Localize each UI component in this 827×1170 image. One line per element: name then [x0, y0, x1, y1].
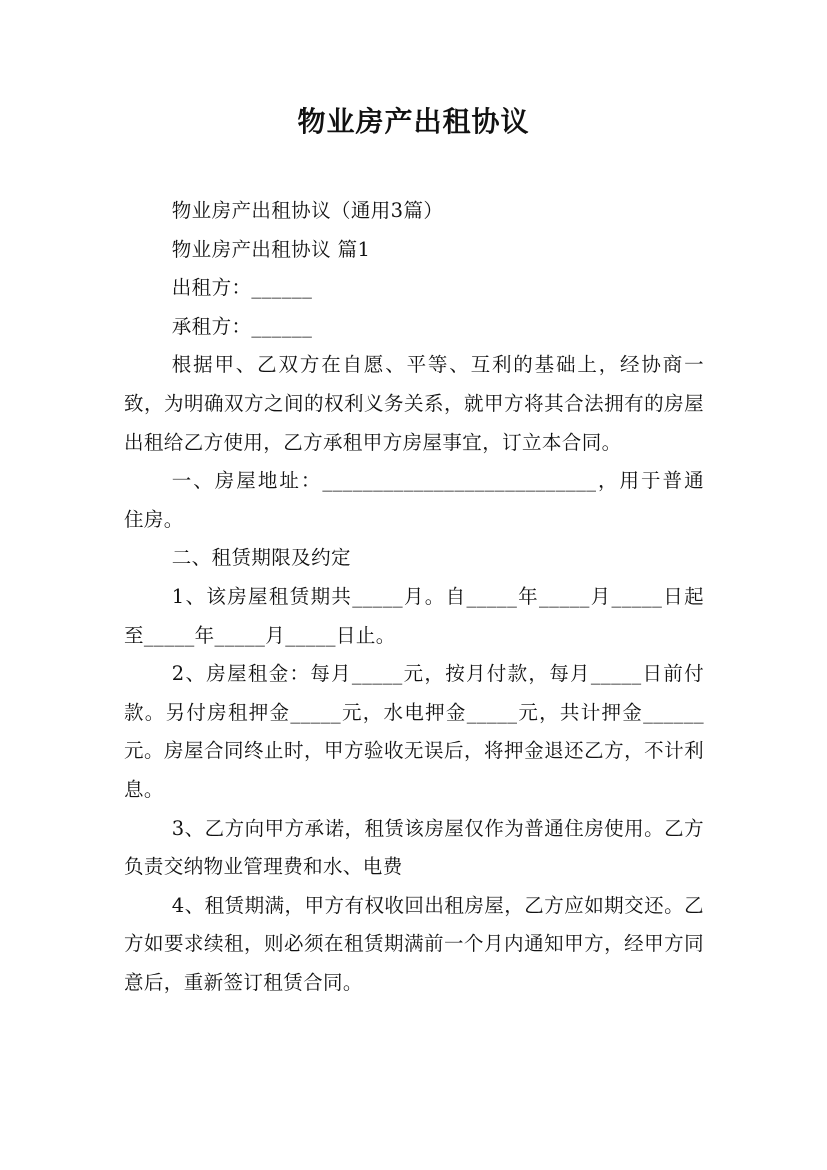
paragraph-clause-1: 1、该房屋租赁期共_____月。自_____年_____月_____日起至_____年_____月_____日止。 [124, 584, 704, 647]
paragraph-subtitle: 物业房产出租协议（通用3篇） [171, 199, 444, 222]
paragraph-clause-4: 4、租赁期满，甲方有权收回出租房屋，乙方应如期交还。乙方如要求续租，则必须在租赁期满前一个月内通知甲方，经甲方同意后，重新签订租赁合同。 [124, 893, 704, 994]
paragraph-preamble: 根据甲、乙双方在自愿、平等、互利的基础上，经协商一致，为明确双方之间的权利义务关系，就甲方将其合法拥有的房屋出租给乙方使用，乙方承租甲方房屋事宜，订立本合同。 [124, 353, 704, 454]
paragraph-term-heading: 二、租赁期限及约定 [171, 546, 351, 570]
paragraph-clause-2: 2、房屋租金：每月_____元，按月付款，每月_____日前付款。另付房租押金_____元，水电押金_____元，共计押金______元。房屋合同终止时，甲方验收无误后，将押金退还乙方，不计利息。 [124, 662, 704, 801]
paragraph-address: 一、房屋地址：___________________________，用于普通住房。 [124, 469, 704, 531]
paragraph-clause-3: 3、乙方向甲方承诺，租赁该房屋仅作为普通住房使用。乙方负责交纳物业管理费和水、电费 [124, 816, 704, 879]
paragraph-lessee: 承租方：______ [171, 314, 313, 338]
paragraph-lessor: 出租方：______ [171, 276, 313, 300]
document-title: 物业房产出租协议 [297, 105, 530, 138]
paragraph-section-heading: 物业房产出租协议 篇1 [171, 237, 371, 261]
document-body [124, 192, 704, 1002]
